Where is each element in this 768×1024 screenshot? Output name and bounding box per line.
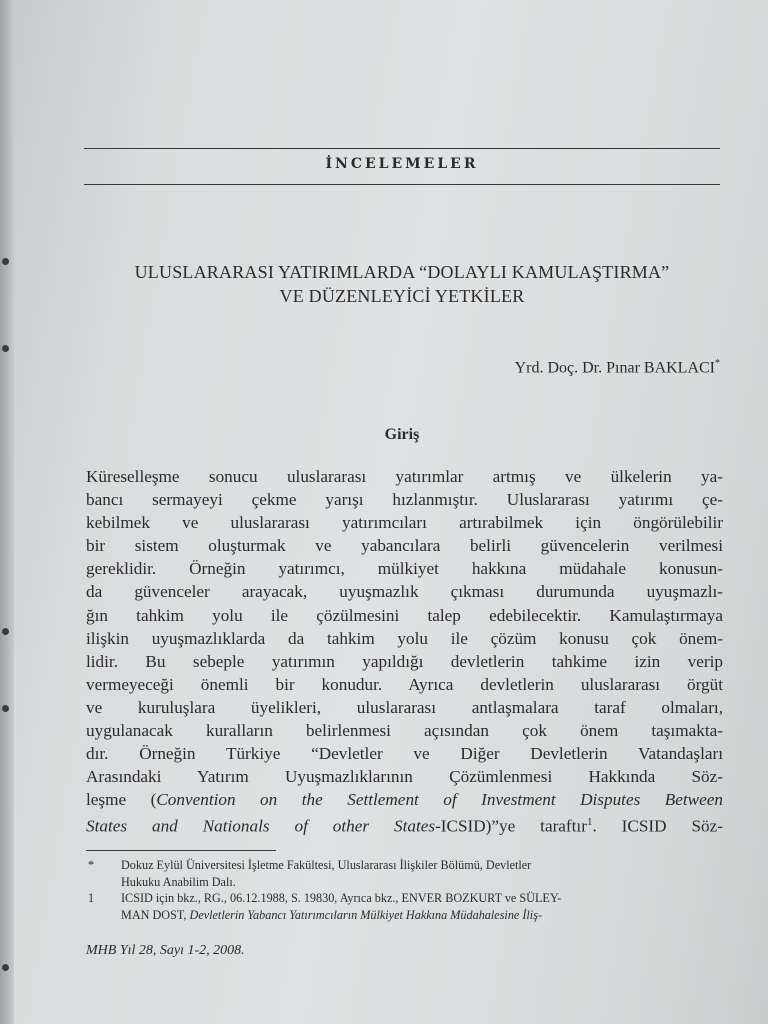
body-line: bancı sermayeyi çekme yarışı hızlanmıştır. Uluslararası yatırımı çe-: [86, 490, 723, 510]
binding-mark: [2, 345, 9, 352]
body-line: ve kuruluşlara üyelikleri, uluslararası antlaşmalara taraf olmaları,: [86, 697, 723, 717]
body-line: ğın tahkim yolu ile çözülmesini talep edebilecektir. Kamulaştırmaya: [86, 605, 723, 625]
footnote: [86, 890, 726, 923]
article-title: [84, 260, 720, 308]
body-line: [86, 788, 723, 811]
binding-mark: [2, 258, 9, 265]
binding-mark: [2, 628, 9, 635]
body-paragraph: [86, 465, 723, 838]
footnote-line: Hukuku Anabilim Dalı.: [121, 874, 236, 889]
body-text-italic: Convention on the Settlement of Investment Disputes Between: [156, 790, 723, 810]
footnote-mark: *: [88, 858, 95, 872]
body-line: ilişkin uyuşmazlıklarda da tahkim yolu ile çözüm konusu çok önem-: [86, 628, 723, 648]
author-footnote-mark: *: [715, 358, 720, 369]
footnote-text-run: MAN DOST,: [121, 907, 190, 922]
footnote-ref: 1: [586, 816, 593, 829]
page-footer: MHB Yıl 28, Sayı 1-2, 2008.: [86, 943, 245, 958]
section-rule-top: [84, 148, 720, 149]
body-line: Küreselleşme sonucu uluslararası yatırımlar artmış ve ülkelerin ya-: [86, 467, 723, 486]
body-line: da güvenceler arayacak, uyuşmazlık çıkması durumunda uyuşmazlı-: [86, 582, 723, 602]
footnote-line: ICSID için bkz., RG., 06.12.1988, S. 19830, Ayrıca bkz., ENVER BOZKURT ve SÜLEY-: [121, 891, 562, 905]
body-line: uygulanacak kuralların belirlenmesi açısından çok önem taşımakta-: [86, 721, 723, 741]
article-title-line: VE DÜZENLEYİCİ YETKİLER: [279, 286, 525, 306]
body-line: dır. Örneğin Türkiye “Devletler ve Diğer Devletlerin Vatandaşları: [86, 744, 723, 764]
body-text-run: . ICSID Söz-: [592, 817, 723, 837]
section-heading: Giriş: [384, 426, 420, 443]
body-line: gereklidir. Örneğin yatırımcı, mülkiyet hakkına müdahale konusun-: [86, 559, 723, 579]
footnote: [86, 857, 726, 890]
footnote-rule: [86, 850, 276, 851]
body-line: kebilmek ve uluslararası yatırımcıları artırabilmek için öngörülebilir: [86, 513, 723, 533]
footnote-line: Dokuz Eylül Üniversitesi İşletme Fakültesi, Uluslararası İlişkiler Bölümü, Devletler: [121, 858, 532, 872]
author-name: Yrd. Doç. Dr. Pınar BAKLACI: [514, 359, 715, 377]
footnotes: [86, 857, 726, 923]
section-title: İNCELEMELER: [325, 156, 479, 172]
footnote-line: [121, 907, 726, 924]
body-text-italic: States and Nationals of other States: [86, 817, 436, 837]
body-text-run: leşme (: [86, 790, 157, 810]
binding-mark: [2, 964, 9, 971]
body-text-run: -ICSID)”ye taraftır: [435, 817, 587, 837]
body-line: [86, 811, 723, 838]
article-title-line: ULUSLARARASI YATIRIMLARDA “DOLAYLI KAMULAŞTIRMA”: [134, 262, 670, 282]
author-line: [515, 358, 720, 377]
footnote-text-italic: Devletlerin Yabancı Yatırımcıların Mülkiyet Hakkına Müdahalesine İliş-: [189, 907, 542, 922]
section-rule-bottom: [84, 184, 720, 185]
footnote-mark: 1: [88, 891, 95, 905]
binding-mark: [2, 705, 9, 712]
body-line: lidir. Bu sebeple yatırımın yapıldığı devletlerin tahkime izin verip: [86, 651, 723, 671]
body-line: Arasındaki Yatırım Uyuşmazlıklarının Çözümlenmesi Hakkında Söz-: [86, 767, 723, 787]
body-line: vermeyeceği önemli bir konudur. Ayrıca devletlerin uluslararası örgüt: [86, 674, 723, 694]
book-binding-edge: [0, 0, 14, 1024]
body-line: bir sistem oluşturmak ve yabancılara belirli güvencelerin verilmesi: [86, 536, 723, 556]
